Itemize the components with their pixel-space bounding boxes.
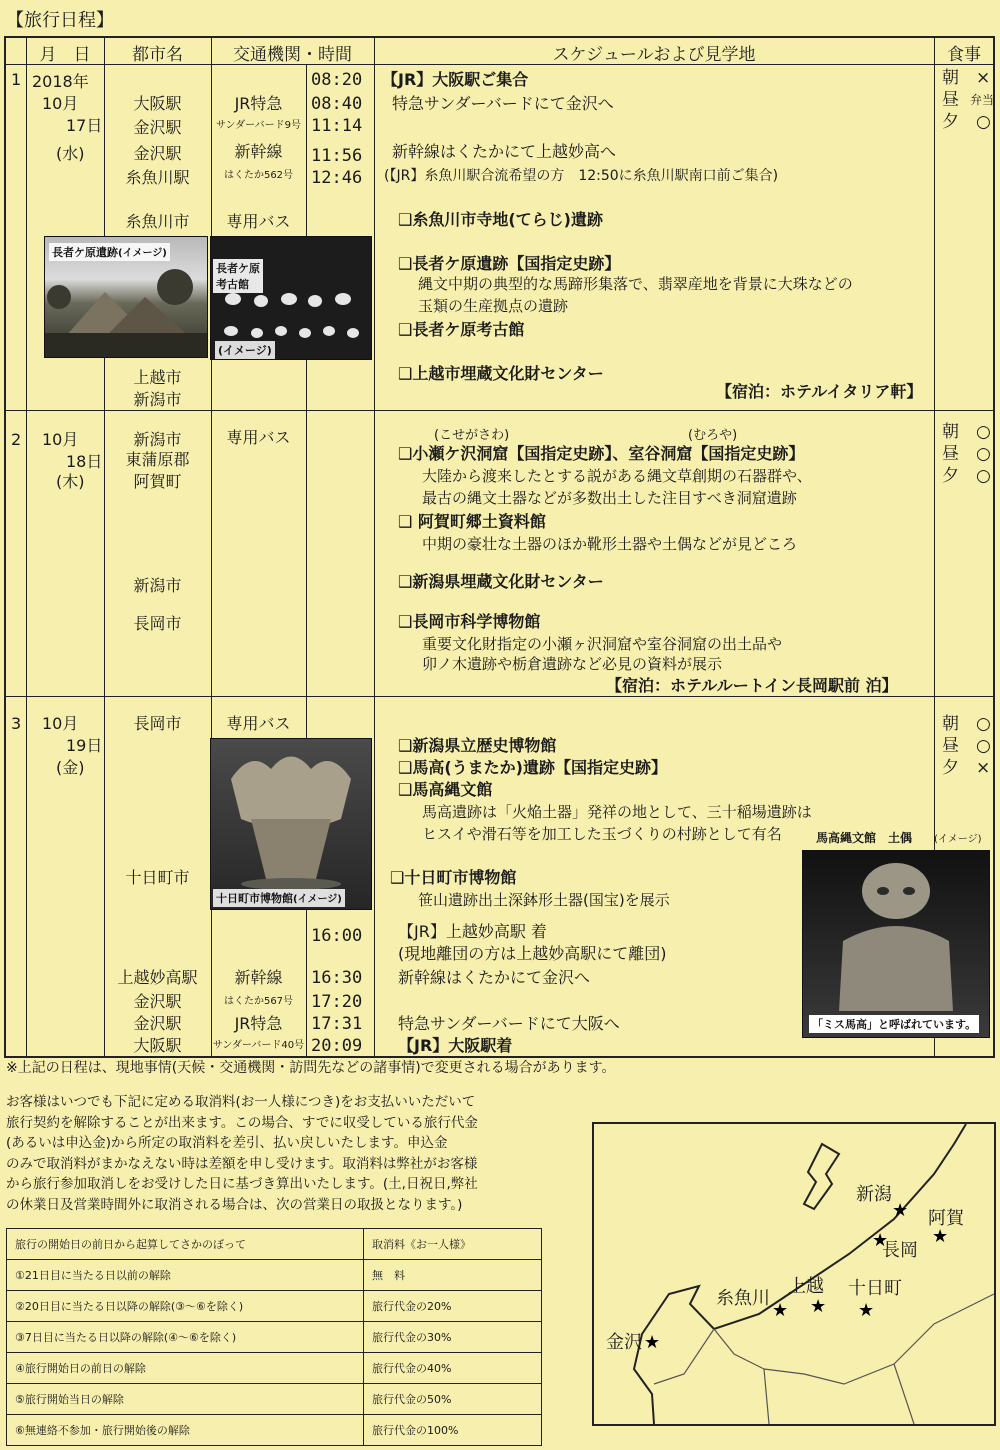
cancellation-fee-table [6,1228,542,1446]
site-description: 馬高遺跡は「火焔土器」発祥の地として、三十稲場遺跡は [422,803,812,821]
site-description: 重要文化財指定の小瀬ヶ沢洞窟や室谷洞窟の出土品や [422,635,783,653]
date-day: 17日 [66,116,103,135]
table-row [7,1353,542,1384]
time: 17:20 [311,992,363,1012]
day-divider [6,696,993,697]
site-item: ❑十日町市博物館 [390,868,517,887]
date-weekday: (水) [56,144,85,163]
photo-dogu-figurine [802,850,990,1038]
city: 十日町市 [125,868,190,887]
header-date: 月 日 [39,45,91,65]
site-item: ❑馬高(うまたか)遺跡【国指定史跡】 [398,758,667,777]
transport: 専用バス [226,714,291,733]
site-description: 縄文中期の典型的な馬蹄形集落で、翡翠産地を背景に大珠などの [418,275,853,293]
date-month: 10月 [42,714,79,733]
time: 08:40 [311,94,363,114]
photo-caption: 馬高縄文館 土偶 [816,831,913,845]
meal-breakfast: 朝 [942,68,959,88]
map-label-nagaoka: 長岡 [882,1240,918,1261]
day-number: 2 [11,430,22,449]
date-day: 18日 [66,452,103,471]
table-row [7,1384,542,1415]
city: 新潟市 [133,390,182,409]
transport: 新幹線 [234,968,283,987]
day-number: 1 [11,70,22,89]
photo-caption-sub: (イメージ) [215,341,275,359]
time: 16:00 [311,926,363,946]
city: 長岡市 [133,714,182,733]
transport: 専用バス [226,212,291,231]
route-map [592,1122,996,1426]
schedule-item: 【JR】大阪駅ご集合 [382,70,529,89]
meal-lunch: 昼 [942,444,959,464]
policy-line: (あるいは申込金)から所定の取消料を差引、払い戻しいたします。申込金 [6,1135,448,1151]
star-icon: ★ [772,1300,789,1321]
photo-caption-sub: (イメージ) [293,894,342,905]
meal-lunch: 昼 [942,736,959,756]
day-number: 3 [11,714,22,733]
train-name: はくたか562号 [223,170,294,181]
table-cell: 旅行代金の40% [364,1353,542,1384]
table-cell: ④旅行開始日の前日の解除 [7,1353,364,1384]
map-label-aga: 阿賀 [928,1208,964,1229]
train-name: はくたか567号 [223,996,294,1007]
flame-pottery-illustration [211,739,371,889]
site-item: ❑長岡市科学博物館 [398,612,541,631]
site-item: ❑馬高縄文館 [398,780,493,799]
site-item: ❑新潟県立歴史博物館 [398,736,557,755]
date-month: 10月 [42,94,79,113]
table-header: 取消料《お一人様》 [364,1229,542,1260]
photo-caption-sub: (イメージ) [934,834,982,845]
prefecture-border [894,1364,914,1424]
city: 上越妙高駅 [117,968,198,987]
policy-line: から旅行参加取消しをお受けした日に基づき算出いたします。(土,日祝日,弊社 [6,1176,478,1192]
header-meals: 食事 [947,45,981,65]
star-icon: ★ [858,1300,875,1321]
time: 16:30 [311,968,363,988]
table-cell: 無 料 [364,1260,542,1291]
site-item: ❑新潟県埋蔵文化財センター [398,572,604,591]
sado-island-outline [804,1144,839,1209]
city: 新潟市 [133,576,182,595]
city: 新潟市 [133,430,182,449]
star-icon: ★ [932,1226,949,1247]
hotel: 【宿泊：ホテルイタリア軒】 [716,382,923,401]
map-label-itoigawa: 糸魚川 [716,1288,770,1309]
schedule-table [4,36,995,1058]
site-item: ❑ 阿賀町郷土資料館 [398,512,546,531]
star-icon: ★ [810,1296,827,1317]
policy-line: 旅行契約を解除することが出来ます。この場合、すでに収受している旅行代金 [6,1114,478,1131]
table-cell: ⑥無連絡不参加・旅行開始後の解除 [7,1415,364,1446]
prefecture-border [764,1369,769,1424]
city: 大阪駅 [133,1036,182,1055]
meal-dinner: 夕 [942,466,959,486]
page-heading: 【旅行日程】 [6,10,114,31]
meal-breakfast: 朝 [942,714,959,734]
table-cell: ①21日目に当たる日以前の解除 [7,1260,364,1291]
date-year: 2018年 [32,72,89,91]
photo-caption: 十日町市博物館 [216,892,293,905]
site-item: ❑小瀬ケ沢洞窟【国指定史跡】、室谷洞窟【国指定史跡】 [398,444,805,463]
train-name: サンダーバード9号 [216,120,301,131]
meal-mark: × [976,68,991,88]
meal-mark: ○ [976,466,991,486]
ruby: (むろや) [688,428,738,443]
meal-mark: × [976,758,991,778]
meal-mark: ○ [976,444,991,464]
photo-chojagahara-museum [210,236,372,360]
site-description: 卯ノ木遺跡や栃倉遺跡など必見の資料が展示 [422,655,723,673]
meal-mark: 弁当 [970,93,995,107]
schedule-item: (【JR】糸魚川駅合流希望の方 12:50に糸魚川駅南口前ご集合) [384,168,779,184]
transport: JR特急 [234,1014,283,1033]
map-label-niigata: 新潟 [856,1184,892,1205]
header-transport: 交通機関・時間 [233,45,352,65]
star-icon: ★ [892,1200,909,1221]
cancellation-policy [6,1092,478,1215]
meal-mark: ○ [976,422,991,442]
schedule-item: (現地離団の方は上越妙高駅にて離団) [398,944,667,963]
table-cell: 旅行代金の30% [364,1322,542,1353]
time: 20:09 [311,1036,363,1056]
date-weekday: (木) [56,472,85,491]
col-divider [374,38,375,1056]
map-label-kanazawa: 金沢 [606,1332,642,1353]
schedule-item: 特急サンダーバードにて大阪へ [398,1014,620,1033]
meal-breakfast: 朝 [942,422,959,442]
photo-caption: 長者ケ原 [216,262,260,275]
table-header-row [7,1229,542,1260]
time: 11:14 [311,116,363,136]
site-item: ❑長者ケ原遺跡【国指定史跡】 [398,254,621,273]
day-divider [6,410,993,411]
table-cell: 旅行代金の100% [364,1415,542,1446]
transport: JR特急 [234,94,283,113]
policy-line: お客様はいつでも下記に定める取消料(お一人様につき)をお支払いいただいて [6,1094,476,1110]
star-icon: ★ [644,1332,661,1353]
city: 金沢駅 [133,992,182,1011]
prefecture-border [654,1329,714,1384]
header-schedule: スケジュールおよび見学地 [552,45,756,65]
meal-dinner: 夕 [942,758,959,778]
city: 長岡市 [133,614,182,633]
table-cell: ②20日目に当たる日以降の解除(③～⑥を除く) [7,1291,364,1322]
ruby: (こせがさわ) [434,428,510,443]
table-cell: ⑤旅行開始当日の解除 [7,1384,364,1415]
site-item: ❑糸魚川市寺地(てらじ)遺跡 [398,210,603,229]
col-divider [104,38,105,1056]
transport: 新幹線 [234,142,283,161]
table-cell: ③7日目に当たる日以降の解除(④～⑥を除く) [7,1322,364,1353]
city: 大阪駅 [133,94,182,113]
site-description: 笹山遺跡出土深鉢形土器(国宝)を展示 [418,891,670,909]
dogu-illustration [803,851,989,1011]
city: 金沢駅 [133,1014,182,1033]
map-label-joetsu: 上越 [788,1276,824,1297]
photo-caption-sub: (イメージ) [118,248,167,259]
city: 糸魚川駅 [125,168,190,187]
table-cell: 旅行代金の50% [364,1384,542,1415]
table-row [7,1415,542,1446]
date-weekday: (金) [56,758,85,777]
site-description: 中期の豪壮な土器のほか靴形土器や土偶などが見どころ [422,535,798,553]
city: 金沢駅 [133,144,182,163]
schedule-item: 【JR】上越妙高駅 着 [398,922,547,941]
footnote: ※上記の日程は、現地事情(天候・交通機関・訪問先などの諸事情)で変更される場合があります。 [6,1060,616,1076]
table-row [7,1260,542,1291]
site-description: 最古の縄文土器などが多数出土した注目すべき洞窟遺跡 [422,489,797,507]
transport: 専用バス [226,428,291,447]
star-icon: ★ [872,1230,889,1251]
date-month: 10月 [42,430,79,449]
schedule-item: 【JR】大阪駅着 [398,1036,513,1055]
meal-mark: ○ [976,736,991,756]
meal-mark: ○ [976,714,991,734]
site-description: 玉類の生産拠点の遺跡 [418,297,569,315]
site-item: ❑上越市埋蔵文化財センター [398,364,604,383]
meal-mark: ○ [976,112,991,132]
policy-line: のみで取消料がまかなえない時は差額を申し受けます。取消料は弊社がお客様 [6,1155,478,1172]
time: 11:56 [311,146,363,166]
table-row [7,1291,542,1322]
train-name: サンダーバード40号 [212,1040,305,1051]
table-row [7,1322,542,1353]
photo-caption: 長者ケ原遺跡 [52,246,118,259]
site-item: ❑長者ケ原考古館 [398,320,525,339]
city: 糸魚川市 [125,212,190,231]
meal-lunch: 昼 [942,90,959,110]
photo-chojagahara-site [44,236,208,358]
site-description: ヒスイや滑石等を加工した玉づくりの村跡として有名 [422,825,782,843]
site-description: 大陸から渡来したとする説がある縄文草創期の石器群や、 [422,467,812,485]
header-city: 都市名 [132,45,183,65]
col-divider [26,38,27,1056]
table-header: 旅行の開始日の前日から起算してさかのぼって [7,1229,364,1260]
city: 東蒲原郡 [125,450,190,469]
time: 12:46 [311,168,363,188]
city: 金沢駅 [133,118,182,137]
hotel: 【宿泊：ホテルルートイン長岡駅前 泊】 [606,676,898,695]
time: 08:20 [311,70,363,90]
city: 阿賀町 [133,472,182,491]
table-cell: 旅行代金の20% [364,1291,542,1322]
policy-line: の休業日及営業時間外に取消される場合は、次の営業日の取扱となります。) [6,1196,463,1213]
dogu-nickname: 「ミス馬高」と呼ばれています。 [809,1015,979,1033]
schedule-item: 新幹線はくたかにて上越妙高へ [392,142,617,161]
schedule-item: 新幹線はくたかにて金沢へ [398,968,591,987]
schedule-item: 特急サンダーバードにて金沢へ [392,94,614,113]
meal-dinner: 夕 [942,112,959,132]
photo-caption-line2: 考古館 [216,278,249,291]
city: 上越市 [133,368,182,387]
map-label-tokamachi: 十日町 [848,1278,902,1299]
time: 17:31 [311,1014,363,1034]
date-day: 19日 [66,736,103,755]
photo-tokamachi-museum [210,738,372,910]
